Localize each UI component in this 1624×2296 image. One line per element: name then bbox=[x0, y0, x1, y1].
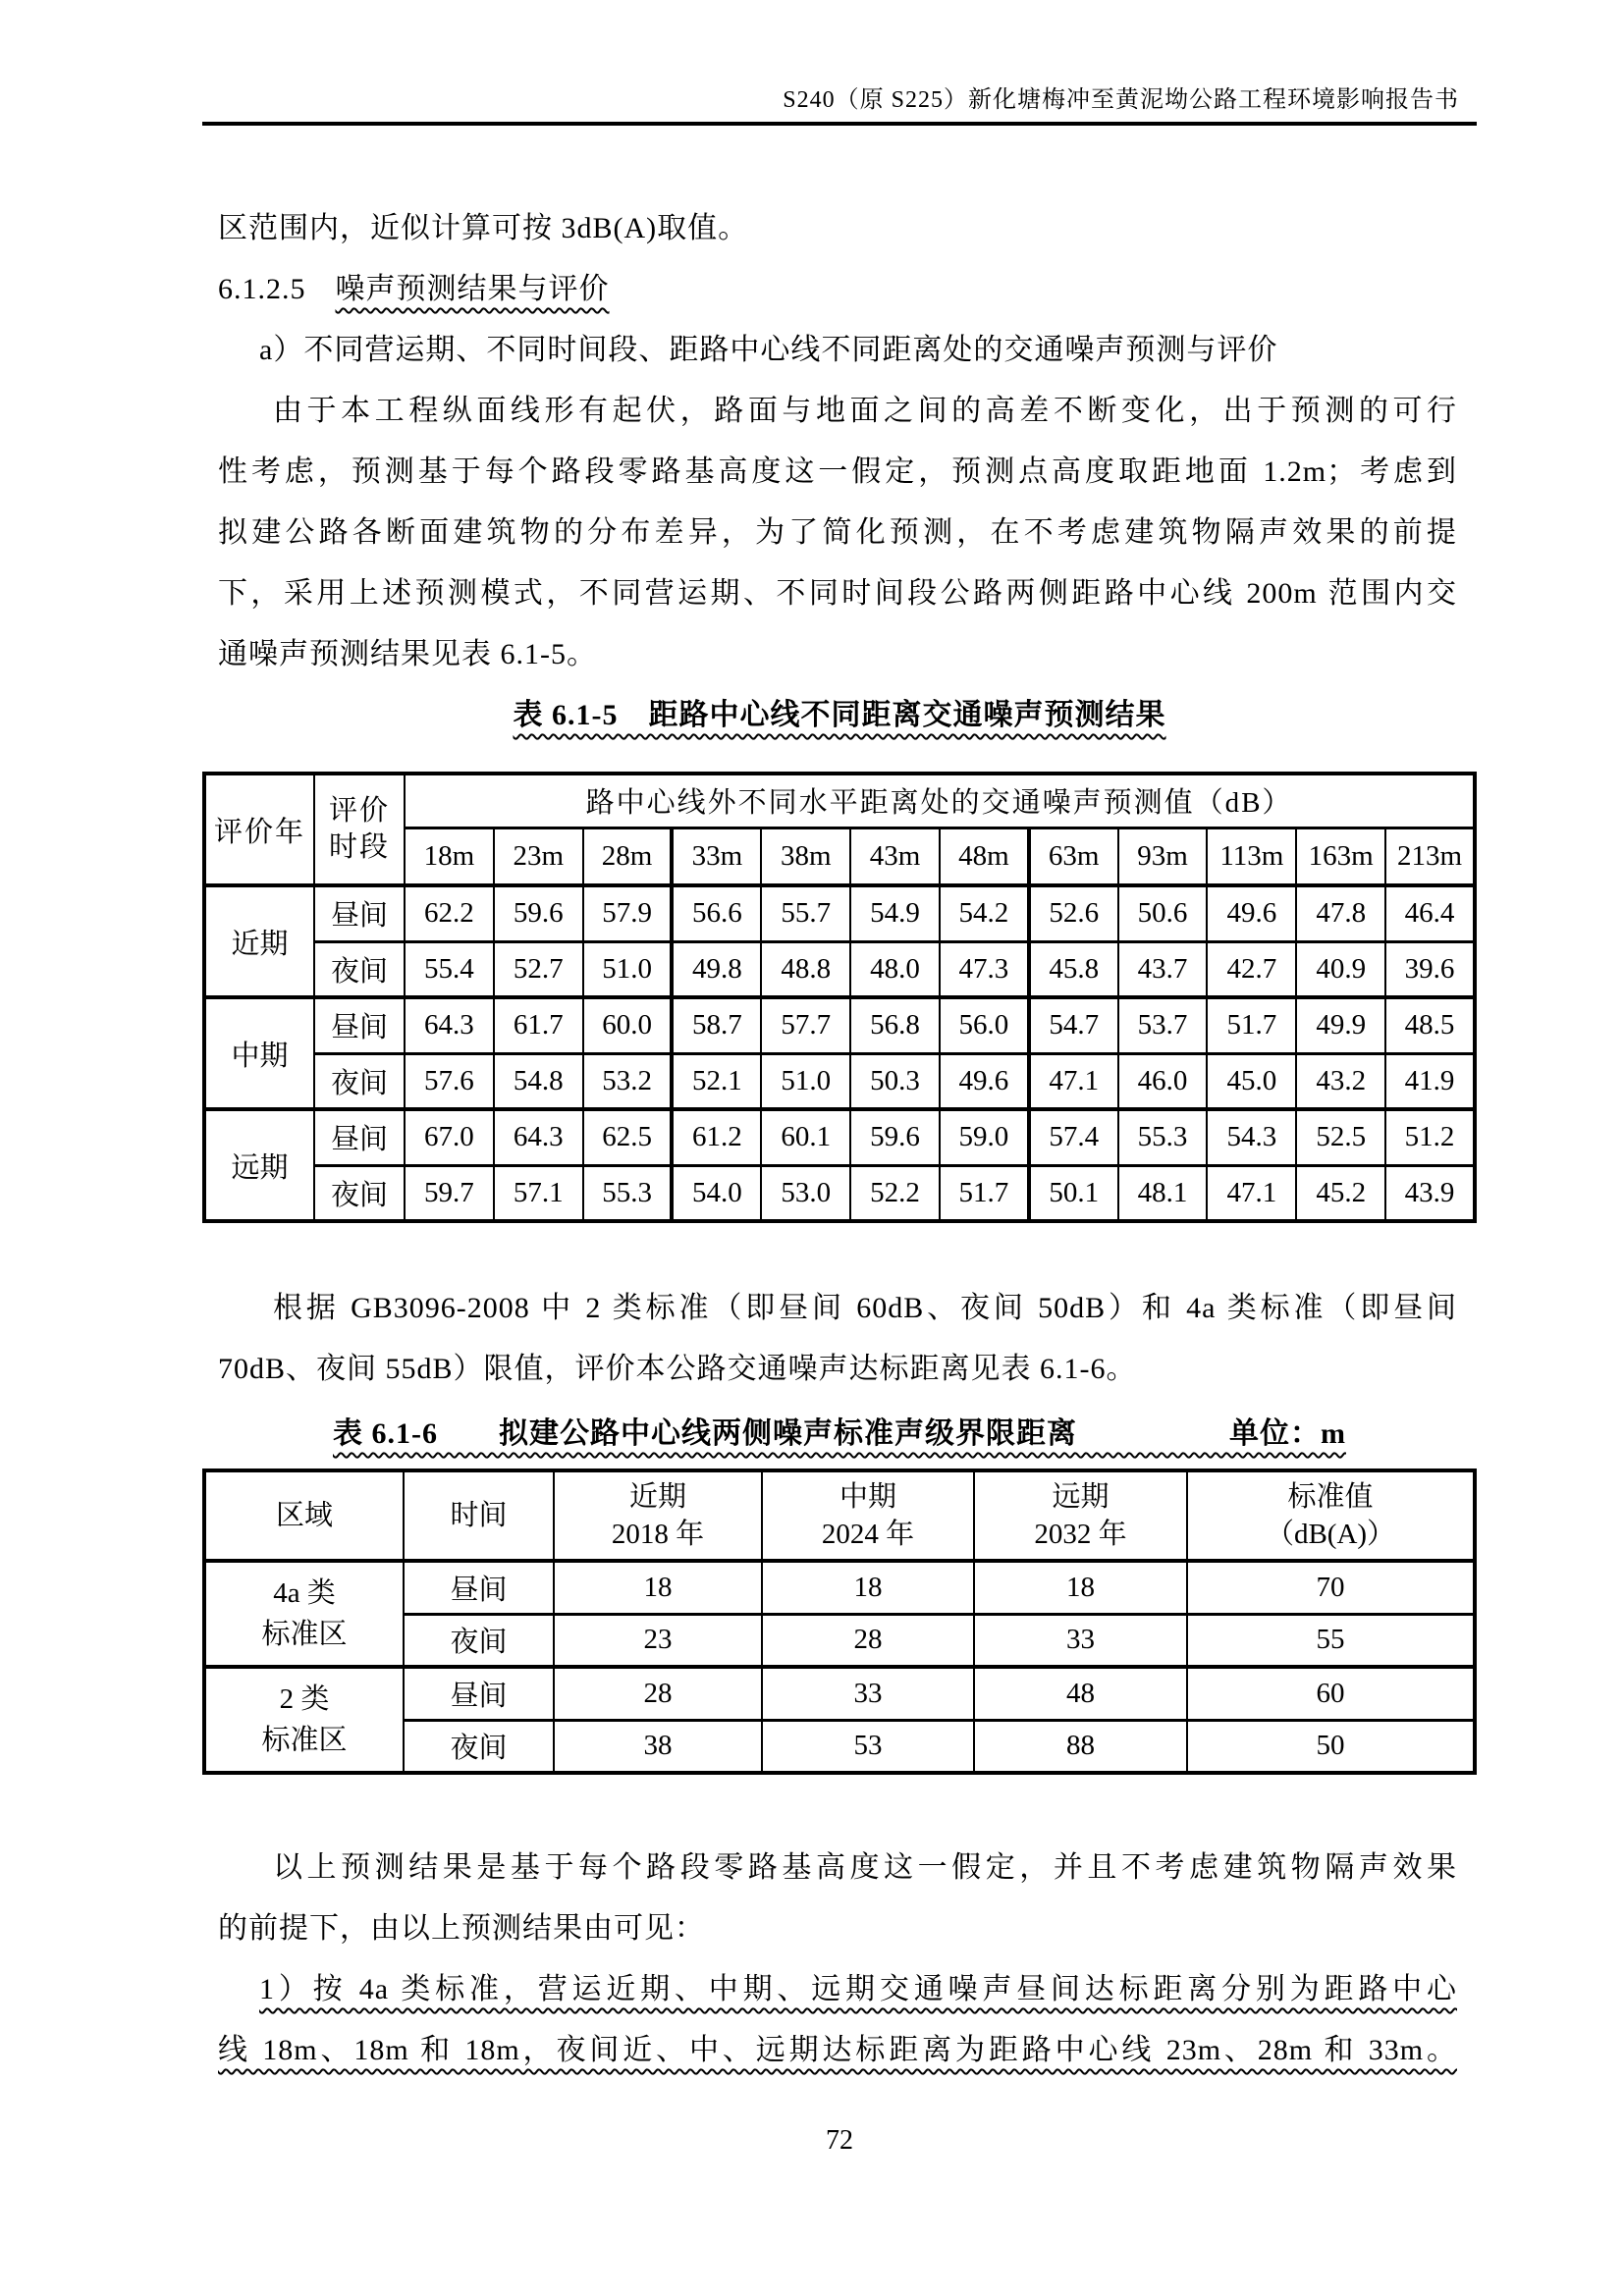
t1-value-cell: 55.4 bbox=[405, 941, 494, 997]
t2-column-header-line: 2018 年 bbox=[611, 1519, 705, 1550]
t2-column-header bbox=[974, 1470, 1187, 1561]
t1-value-cell: 50.3 bbox=[850, 1053, 940, 1109]
t1-value-cell: 52.7 bbox=[494, 941, 583, 997]
t1-data-row bbox=[204, 997, 1475, 1053]
page-number: 72 bbox=[826, 2125, 853, 2156]
t1-value-cell: 52.6 bbox=[1029, 885, 1118, 941]
t1-value-cell: 51.0 bbox=[761, 1053, 850, 1109]
t2-column-header bbox=[204, 1470, 404, 1561]
t1-value-cell: 47.1 bbox=[1207, 1165, 1296, 1221]
t1-value-cell: 50.6 bbox=[1118, 885, 1208, 941]
t2-body bbox=[204, 1561, 1475, 1773]
t2-period-cell: 昼间 bbox=[404, 1561, 554, 1614]
t2-column-header-line: 中期 bbox=[839, 1481, 896, 1513]
t1-distance-header: 63m bbox=[1029, 828, 1118, 885]
t2-value-cell: 28 bbox=[762, 1614, 974, 1667]
t1-value-cell: 52.2 bbox=[850, 1165, 940, 1221]
t1-data-row bbox=[204, 1165, 1475, 1221]
t2-column-header bbox=[762, 1470, 974, 1561]
t1-distance-header: 93m bbox=[1118, 828, 1208, 885]
t1-value-cell: 54.3 bbox=[1207, 1109, 1296, 1165]
t1-value-cell: 56.8 bbox=[850, 997, 940, 1053]
t1-value-cell: 41.9 bbox=[1385, 1053, 1475, 1109]
t1-data-row bbox=[204, 941, 1475, 997]
t1-header-row-1 bbox=[204, 774, 1475, 828]
t2-value-cell: 88 bbox=[974, 1720, 1187, 1773]
paragraph-continuation: 区范围内，近似计算可按 3dB(A)取值。 bbox=[218, 212, 749, 244]
t1-value-cell: 55.3 bbox=[583, 1165, 673, 1221]
t1-value-cell: 56.0 bbox=[940, 997, 1029, 1053]
t1-distance-header: 43m bbox=[850, 828, 940, 885]
t1-value-cell: 48.5 bbox=[1385, 997, 1475, 1053]
t1-value-cell: 53.0 bbox=[761, 1165, 850, 1221]
t1-value-cell: 53.2 bbox=[583, 1053, 673, 1109]
t2-column-header-line: （dB(A)） bbox=[1265, 1519, 1396, 1550]
t2-zone-line: 标准区 bbox=[261, 1725, 348, 1756]
t1-value-cell: 43.9 bbox=[1385, 1165, 1475, 1221]
t1-value-cell: 39.6 bbox=[1385, 941, 1475, 997]
body-text bbox=[202, 198, 1477, 685]
t1-value-cell: 43.7 bbox=[1118, 941, 1208, 997]
t1-distance-header: 18m bbox=[405, 828, 494, 885]
t2-value-cell: 38 bbox=[554, 1720, 762, 1773]
t1-distance-header: 23m bbox=[494, 828, 583, 885]
t1-value-cell: 46.0 bbox=[1118, 1053, 1208, 1109]
t1-value-cell: 51.0 bbox=[583, 941, 673, 997]
t2-column-header bbox=[404, 1470, 554, 1561]
t1-data-row bbox=[204, 885, 1475, 941]
finding-1-line: 线 18m、18m 和 18m，夜间近、中、远期达标距离为距路中心线 23m、28m 和 33m。 bbox=[218, 2034, 1457, 2066]
t2-period-cell: 夜间 bbox=[404, 1720, 554, 1773]
t1-value-cell: 51.2 bbox=[1385, 1109, 1475, 1165]
t1-value-cell: 62.5 bbox=[583, 1109, 673, 1165]
t1-value-cell: 64.3 bbox=[405, 997, 494, 1053]
table1-title-text: 表 6.1-5 距路中心线不同距离交通噪声预测结果 bbox=[513, 699, 1166, 731]
t1-period-cell: 夜间 bbox=[314, 1165, 405, 1221]
conclusion-paragraph-line: 以上预测结果是基于每个路段零路基高度这一假定，并且不考虑建筑物隔声效果 bbox=[273, 1851, 1457, 1884]
t1-value-cell: 60.0 bbox=[583, 997, 673, 1053]
noise-prediction-table bbox=[202, 772, 1477, 1223]
t1-value-cell: 54.9 bbox=[850, 885, 940, 941]
t1-body bbox=[204, 885, 1475, 1221]
t1-value-cell: 49.6 bbox=[940, 1053, 1029, 1109]
t1-value-cell: 49.8 bbox=[672, 941, 761, 997]
standard-paragraph bbox=[202, 1278, 1477, 1400]
t1-value-cell: 45.8 bbox=[1029, 941, 1118, 997]
t1-value-cell: 57.6 bbox=[405, 1053, 494, 1109]
t2-column-header-line: 区域 bbox=[275, 1500, 333, 1531]
t1-value-cell: 43.2 bbox=[1296, 1053, 1385, 1109]
header-title: S240（原 S225）新化塘梅冲至黄泥坳公路工程环境影响报告书 bbox=[783, 87, 1459, 113]
t1-value-cell: 46.4 bbox=[1385, 885, 1475, 941]
t1-value-cell: 59.7 bbox=[405, 1165, 494, 1221]
t1-value-cell: 51.7 bbox=[940, 1165, 1029, 1221]
t2-header-row bbox=[204, 1470, 1475, 1561]
section-heading bbox=[218, 259, 1457, 320]
t1-period-cell: 夜间 bbox=[314, 941, 405, 997]
t1-distance-header: 113m bbox=[1207, 828, 1296, 885]
t2-column-header bbox=[554, 1470, 762, 1561]
t1-value-cell: 45.0 bbox=[1207, 1053, 1296, 1109]
t2-zone-line: 标准区 bbox=[261, 1619, 348, 1650]
t2-value-cell: 28 bbox=[554, 1667, 762, 1720]
t1-value-cell: 61.2 bbox=[672, 1109, 761, 1165]
t2-period-cell: 夜间 bbox=[404, 1614, 554, 1667]
t2-value-cell: 70 bbox=[1187, 1561, 1475, 1614]
t2-value-cell: 23 bbox=[554, 1614, 762, 1667]
t1-distance-header: 163m bbox=[1296, 828, 1385, 885]
t2-column-header-line: 时间 bbox=[450, 1500, 508, 1531]
conclusion-paragraph-line: 的前提下，由以上预测结果由可见： bbox=[218, 1912, 705, 1945]
t1-distance-header: 38m bbox=[761, 828, 850, 885]
t1-value-cell: 45.2 bbox=[1296, 1165, 1385, 1221]
t1-value-cell: 57.9 bbox=[583, 885, 673, 941]
t2-value-cell: 33 bbox=[762, 1667, 974, 1720]
t1-value-cell: 47.3 bbox=[940, 941, 1029, 997]
method-paragraph-line: 性考虑，预测基于每个路段零路基高度这一假定，预测点高度取距地面 1.2m；考虑到 bbox=[218, 455, 1457, 488]
t1-value-cell: 47.8 bbox=[1296, 885, 1385, 941]
t1-year-cell: 远期 bbox=[204, 1109, 314, 1221]
t2-value-cell: 55 bbox=[1187, 1614, 1475, 1667]
t2-value-cell: 18 bbox=[974, 1561, 1187, 1614]
t2-column-header-line: 2032 年 bbox=[1034, 1519, 1127, 1550]
method-paragraph-line: 下，采用上述预测模式，不同营运期、不同时间段公路两侧距路中心线 200m 范围内交 bbox=[218, 577, 1457, 610]
t2-column-header-line: 近期 bbox=[628, 1481, 686, 1513]
method-paragraph-line: 通噪声预测结果见表 6.1-5。 bbox=[218, 638, 597, 670]
section-number: 6.1.2.5 bbox=[218, 273, 306, 305]
t1-distance-header: 28m bbox=[583, 828, 673, 885]
t1-value-cell: 51.7 bbox=[1207, 997, 1296, 1053]
header-rule bbox=[202, 122, 1477, 126]
conclusion-paragraph bbox=[202, 1838, 1477, 2081]
table2-title bbox=[202, 1406, 1477, 1463]
t2-zone-line: 4a 类 bbox=[273, 1577, 336, 1609]
page-header bbox=[202, 86, 1477, 126]
t2-column-header bbox=[1187, 1470, 1475, 1561]
t2-period-cell: 昼间 bbox=[404, 1667, 554, 1720]
finding-1-line: 1）按 4a 类标准，营运近期、中期、远期交通噪声昼间达标距离分别为距路中心 bbox=[259, 1973, 1457, 2005]
t1-value-cell: 52.1 bbox=[672, 1053, 761, 1109]
t1-value-cell: 56.6 bbox=[672, 885, 761, 941]
t1-year-cell: 近期 bbox=[204, 885, 314, 997]
t1-span-title: 路中心线外不同水平距离处的交通噪声预测值（dB） bbox=[405, 774, 1475, 828]
t1-data-row bbox=[204, 1109, 1475, 1165]
t1-value-cell: 57.1 bbox=[494, 1165, 583, 1221]
t1-value-cell: 50.1 bbox=[1029, 1165, 1118, 1221]
t1-value-cell: 40.9 bbox=[1296, 941, 1385, 997]
t2-column-header-line: 2024 年 bbox=[821, 1519, 915, 1550]
t1-distance-header: 33m bbox=[672, 828, 761, 885]
t2-value-cell: 53 bbox=[762, 1720, 974, 1773]
t1-value-cell: 54.7 bbox=[1029, 997, 1118, 1053]
t1-value-cell: 48.0 bbox=[850, 941, 940, 997]
t1-value-cell: 61.7 bbox=[494, 997, 583, 1053]
t1-value-cell: 47.1 bbox=[1029, 1053, 1118, 1109]
t1-value-cell: 62.2 bbox=[405, 885, 494, 941]
t1-value-cell: 54.0 bbox=[672, 1165, 761, 1221]
t1-year-column-header: 评价年 bbox=[204, 774, 314, 885]
t1-distance-header: 213m bbox=[1385, 828, 1475, 885]
t2-data-row bbox=[204, 1561, 1475, 1614]
standard-paragraph-line: 70dB、夜间 55dB）限值，评价本公路交通噪声达标距离见表 6.1-6。 bbox=[218, 1353, 1137, 1385]
t1-period-header-line: 评价 bbox=[328, 795, 390, 827]
t1-period-cell: 夜间 bbox=[314, 1053, 405, 1109]
t1-period-cell: 昼间 bbox=[314, 1109, 405, 1165]
t1-value-cell: 60.1 bbox=[761, 1109, 850, 1165]
t1-value-cell: 48.1 bbox=[1118, 1165, 1208, 1221]
section-title: 噪声预测结果与评价 bbox=[335, 273, 610, 305]
t1-value-cell: 55.7 bbox=[761, 885, 850, 941]
t2-zone-cell bbox=[204, 1561, 404, 1667]
t2-value-cell: 48 bbox=[974, 1667, 1187, 1720]
t2-column-header-line: 远期 bbox=[1052, 1481, 1110, 1513]
method-paragraph-line: 由于本工程纵面线形有起伏，路面与地面之间的高差不断变化，出于预测的可行 bbox=[273, 395, 1457, 427]
t1-distance-header: 48m bbox=[940, 828, 1029, 885]
t1-period-column-header bbox=[314, 774, 405, 885]
table2-title-text: 表 6.1-6 拟建公路中心线两侧噪声标准声级界限距离 单位：m bbox=[333, 1417, 1346, 1450]
t1-value-cell: 58.7 bbox=[672, 997, 761, 1053]
t1-value-cell: 55.3 bbox=[1118, 1109, 1208, 1165]
t1-value-cell: 53.7 bbox=[1118, 997, 1208, 1053]
t2-value-cell: 50 bbox=[1187, 1720, 1475, 1773]
method-paragraph-line: 拟建公路各断面建筑物的分布差异，为了简化预测，在不考虑建筑物隔声效果的前提 bbox=[218, 516, 1457, 549]
standard-paragraph-line: 根据 GB3096-2008 中 2 类标准（即昼间 60dB、夜间 50dB）和 4a 类标准（即昼间 bbox=[273, 1292, 1457, 1324]
t1-value-cell: 49.6 bbox=[1207, 885, 1296, 941]
t1-value-cell: 48.8 bbox=[761, 941, 850, 997]
t1-value-cell: 59.0 bbox=[940, 1109, 1029, 1165]
t1-period-cell: 昼间 bbox=[314, 885, 405, 941]
standard-distance-table bbox=[202, 1468, 1477, 1775]
t2-data-row bbox=[204, 1667, 1475, 1720]
t2-value-cell: 33 bbox=[974, 1614, 1187, 1667]
t2-column-header-line: 标准值 bbox=[1287, 1481, 1374, 1513]
t1-value-cell: 57.7 bbox=[761, 997, 850, 1053]
t1-value-cell: 49.9 bbox=[1296, 997, 1385, 1053]
t1-period-cell: 昼间 bbox=[314, 997, 405, 1053]
t1-value-cell: 52.5 bbox=[1296, 1109, 1385, 1165]
table1-title bbox=[202, 687, 1477, 744]
t2-zone-cell bbox=[204, 1667, 404, 1773]
t1-value-cell: 67.0 bbox=[405, 1109, 494, 1165]
t1-value-cell: 64.3 bbox=[494, 1109, 583, 1165]
t1-value-cell: 57.4 bbox=[1029, 1109, 1118, 1165]
t1-value-cell: 59.6 bbox=[850, 1109, 940, 1165]
item-a-line: a）不同营运期、不同时间段、距路中心线不同距离处的交通噪声预测与评价 bbox=[259, 334, 1278, 366]
t1-value-cell: 59.6 bbox=[494, 885, 583, 941]
t1-value-cell: 42.7 bbox=[1207, 941, 1296, 997]
t1-year-cell: 中期 bbox=[204, 997, 314, 1109]
t2-zone-line: 2 类 bbox=[279, 1683, 330, 1715]
t1-period-header-line: 时段 bbox=[328, 831, 390, 863]
t1-data-row bbox=[204, 1053, 1475, 1109]
t1-value-cell: 54.2 bbox=[940, 885, 1029, 941]
t2-value-cell: 18 bbox=[762, 1561, 974, 1614]
t2-value-cell: 60 bbox=[1187, 1667, 1475, 1720]
t1-value-cell: 54.8 bbox=[494, 1053, 583, 1109]
t2-value-cell: 18 bbox=[554, 1561, 762, 1614]
